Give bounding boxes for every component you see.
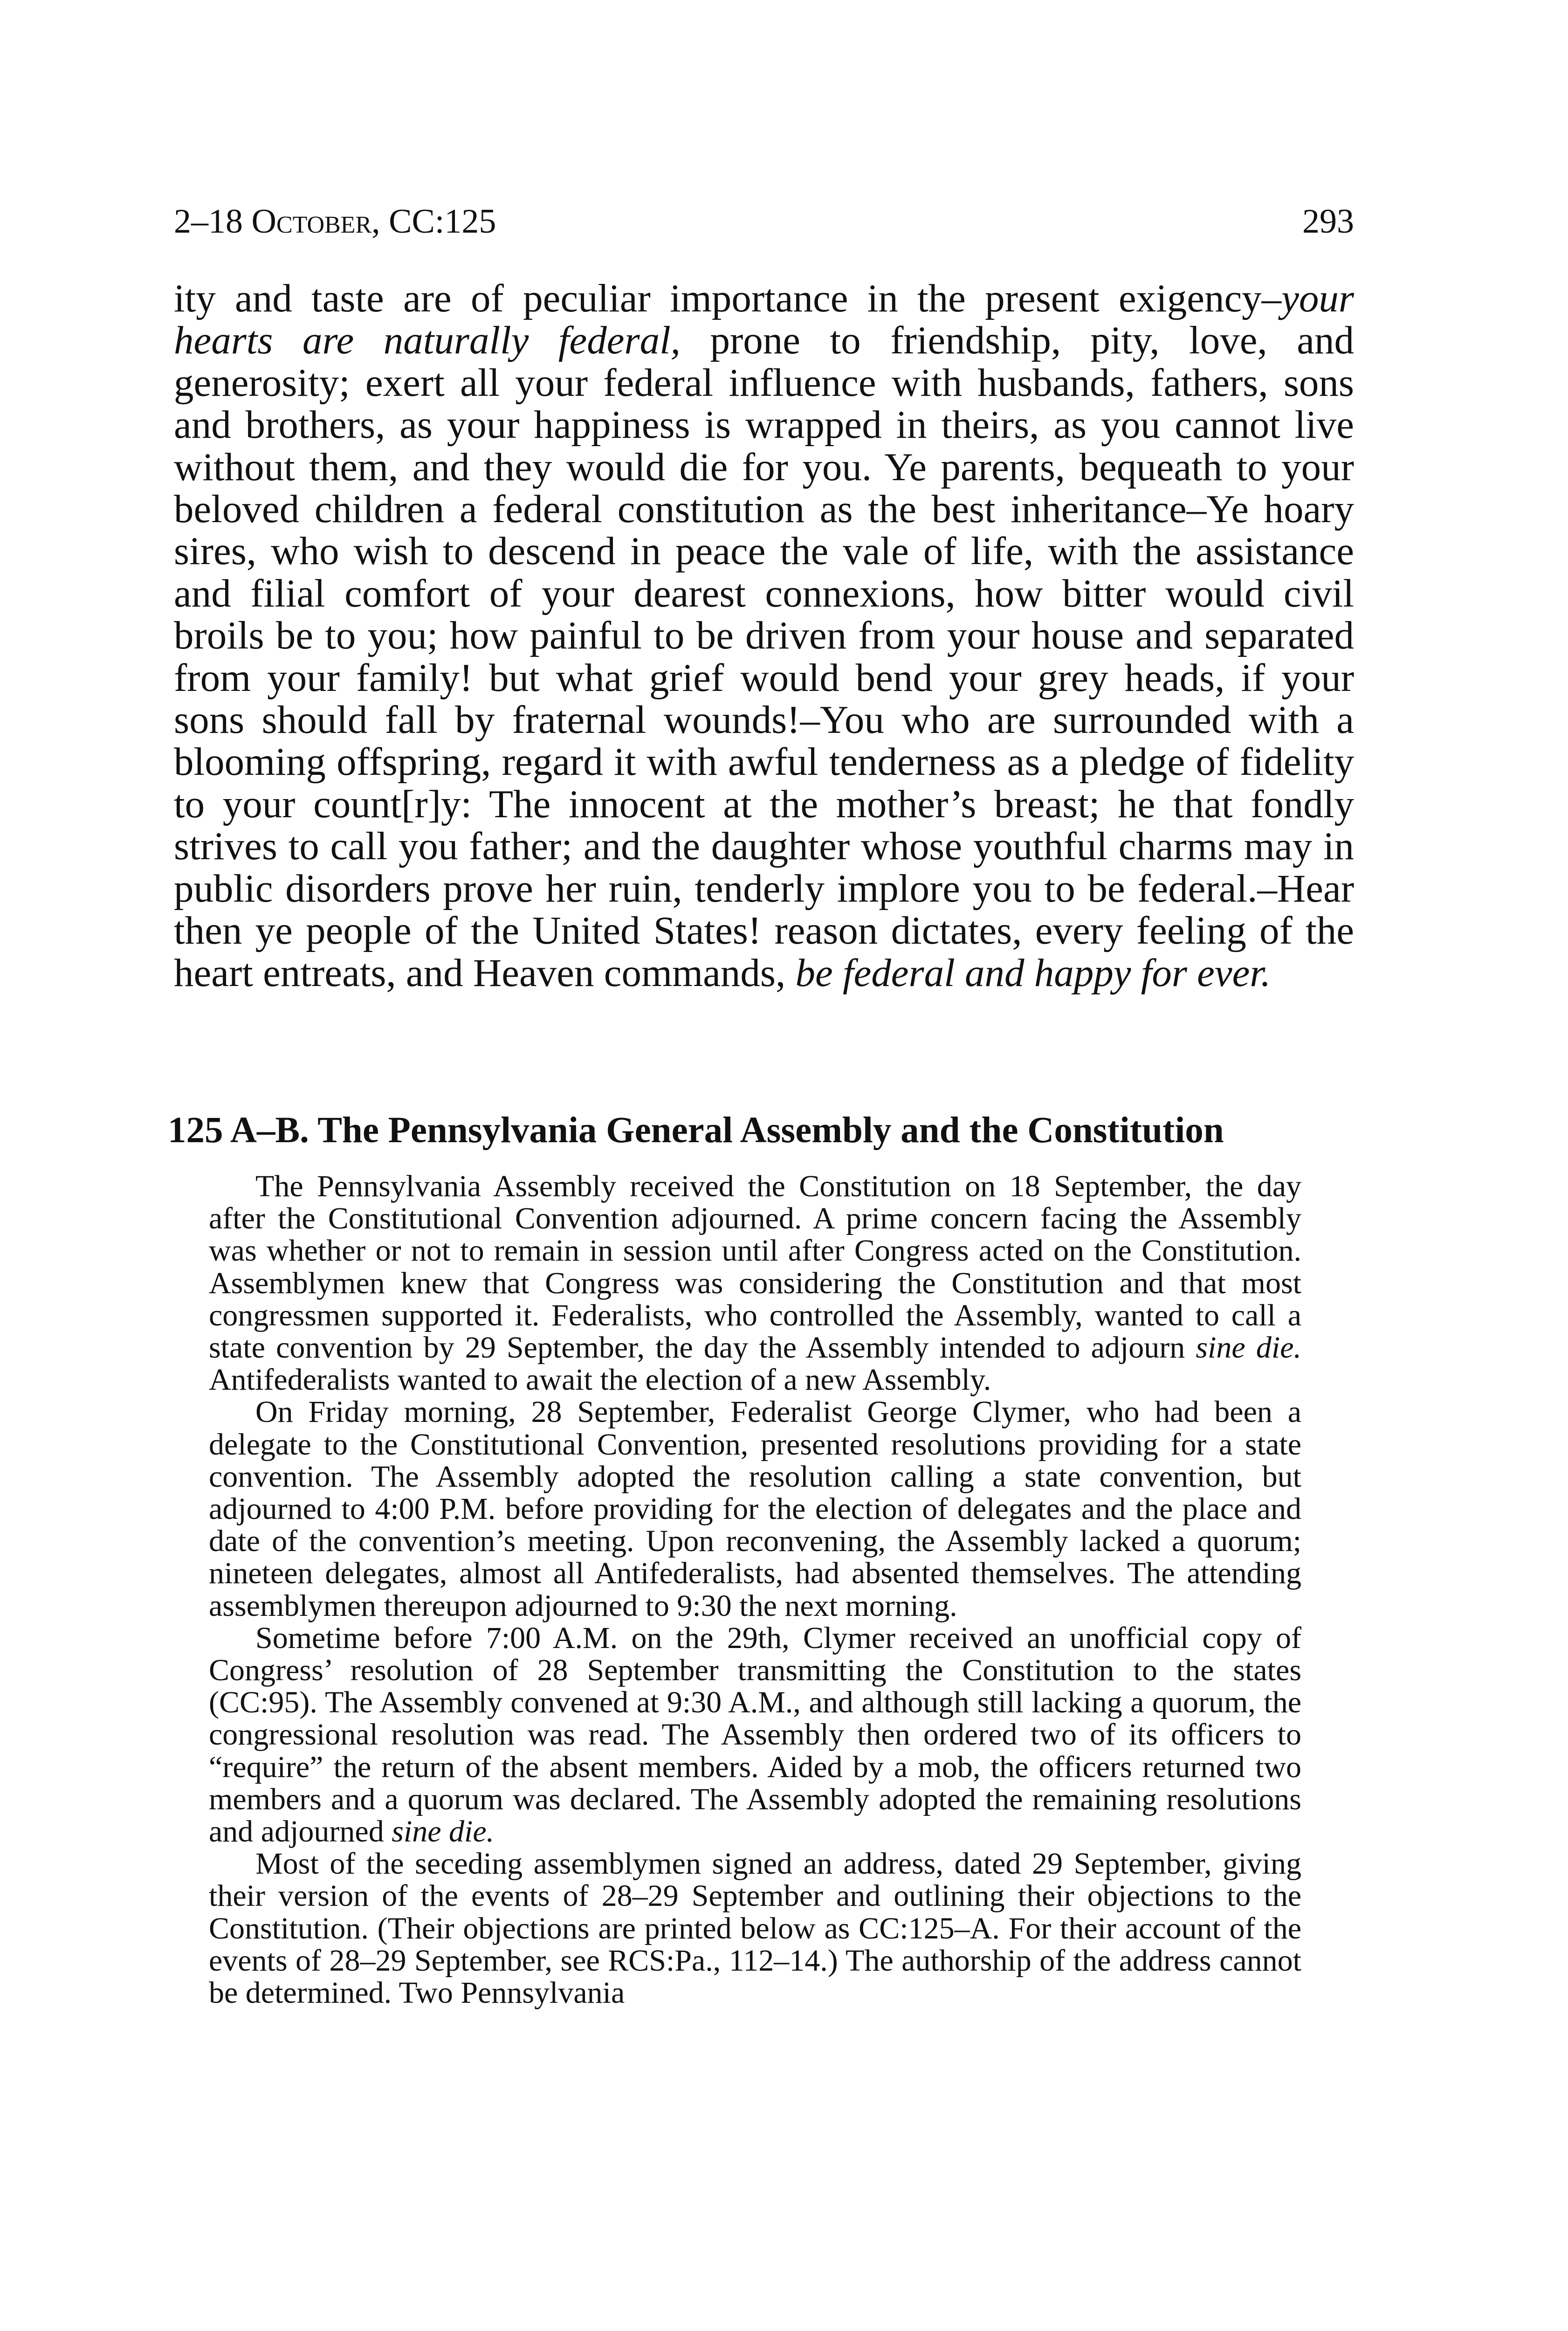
page-number: 293 [1302, 202, 1354, 241]
running-head [174, 200, 1354, 242]
text-run-italic: sine die. [1196, 1331, 1301, 1365]
text-run: Sometime before 7:00 A.M. on the 29th, Clymer received an unofficial copy of Congress’ resolution of 28 September transmitting the Constitution to the states (CC:95). The Assembly convened at 9:30 A.M., and although still lacking a quorum, the congressional resolution was read. The Assembly then ordered two of its officers to “require” the return of the absent members. Aided by a mob, the officers returned two members and a quorum was declared. The Assembly adopted the remaining resolutions and adjourned [209, 1621, 1301, 1849]
body-paragraph [174, 277, 1354, 994]
intro-paragraph [209, 1396, 1301, 1621]
running-head-date: 2–18 [174, 202, 252, 241]
text-run-italic: be federal and happy for ever. [795, 951, 1271, 995]
intro-paragraph [209, 1622, 1301, 1848]
running-head-doc-ref: , CC:125 [371, 202, 496, 241]
text-run: ity and taste are of peculiar importance in the present exigency– [174, 276, 1282, 320]
running-head-reference [174, 200, 496, 242]
intro-paragraph [209, 1848, 1301, 2009]
text-run: prone to friendship, pity, love, and generosity; exert all your federal influence with husbands, fathers, sons and brothers, as your happiness is wrapped in theirs, as you cannot live without them, and they would die for you. Ye parents, bequeath to your beloved children a federal constitution as the best inheritance–Ye hoary sires, who wish to descend in peace the vale of life, with the assistance and filial comfort of your dearest connexions, how bitter would civil broils be to you; how painful to be driven from your house and separated from your family! but what grief would bend your grey heads, if your sons should fall by fraternal wounds!–You who are surrounded with a blooming offspring, regard it with awful tenderness as a pledge of fidelity to your count[r]y: The innocent at the mother’s breast; he that fondly strives to call you father; and the daughter whose youthful charms may in public disorders prove her ruin, tenderly implore you to be federal.–Hear then ye people of the United States! reason dictates, every feeling of the heart entreats, and Heaven commands, [174, 318, 1354, 995]
section-heading: 125 A–B. The Pennsylvania General Assembly and the Constitution [168, 1110, 1224, 1151]
text-run: On Friday morning, 28 September, Federalist George Clymer, who had been a delegate to the Constitutional Convention, presented resolutions providing for a state convention. The Assembly adopted the resolution calling a state convention, but adjourned to 4:00 P.M. before providing for the election of delegates and the place and date of the convention’s meeting. Upon reconvening, the Assembly lacked a quorum; nineteen delegates, almost all Antifederalists, had absented themselves. The attending assemblymen thereupon adjourned to 9:30 the next morning. [209, 1395, 1301, 1623]
text-run: The Pennsylvania Assembly received the Constitution on 18 September, the day after the Constitutional Convention adjourned. A prime concern facing the Assembly was whether or not to remain in session until after Congress acted on the Constitution. Assemblymen knew that Congress was considering the Constitution and that most congressmen supported it. Federalists, who controlled the Assembly, wanted to call a state convention by 29 September, the day the Assembly intended to adjourn [209, 1169, 1301, 1365]
running-head-month: October [251, 202, 372, 241]
text-run: Most of the seceding assemblymen signed an address, dated 29 September, giving their version of the events of 28–29 September and outlining their objections to the Constitution. (Their objections are printed below as CC:125–A. For their account of the events of 28–29 September, see RCS:Pa., 112–14.) The authorship of the address cannot be determined. Two Pennsylvania [209, 1847, 1301, 2010]
text-run-italic: your hearts are naturally federal, [174, 276, 1354, 363]
section-introduction [209, 1170, 1301, 2009]
body-text [174, 277, 1354, 994]
intro-paragraph [209, 1170, 1301, 1396]
text-run-italic: sine die. [392, 1814, 495, 1849]
text-run: Antifederalists wanted to await the election of a new Assembly. [209, 1363, 991, 1397]
